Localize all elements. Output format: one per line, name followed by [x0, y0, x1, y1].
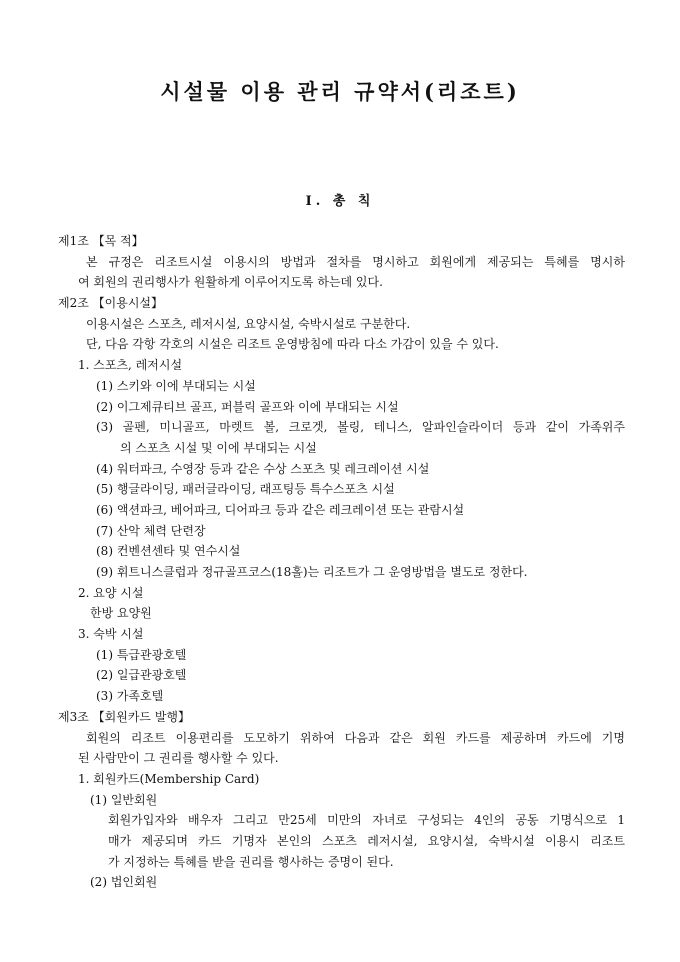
list-item: (8) 컨벤션센타 및 연수시설 [96, 544, 241, 559]
list-item: 1. 회원카드(Membership Card) [78, 771, 260, 786]
list-item: (1) 스키와 이에 부대되는 시설 [96, 378, 256, 393]
list-item: (2) 이그제큐티브 골프, 퍼블릭 골프와 이에 부대되는 시설 [96, 399, 399, 414]
list-item: (7) 산악 체력 단련장 [96, 523, 206, 538]
paragraph-line: 단, 다음 각항 각호의 시설은 리조트 운영방침에 따라 다소 가감이 있을 수 있다. [86, 337, 499, 352]
paragraph-line: 된 사람만이 그 권리를 행사할 수 있다. [78, 751, 279, 766]
article-heading: 제1조 【목 적】 [58, 234, 144, 248]
article-heading: 제3조 【회원카드 발행】 [58, 709, 191, 724]
list-item: (5) 행글라이딩, 패러글라이딩, 래프팅등 특수스포츠 시설 [96, 482, 395, 497]
list-item: (2) 일급관광호텔 [96, 668, 187, 683]
list-item-continuation: 한방 요양원 [90, 606, 152, 621]
list-item: (2) 법인회원 [90, 875, 158, 890]
list-item: (1) 일반회원 [90, 792, 158, 807]
list-item: (4) 워터파크, 수영장 등과 같은 수상 스포츠 및 레크레이션 시설 [96, 461, 430, 476]
list-item: (1) 특급관광호텔 [96, 647, 187, 662]
list-item: (3) 가족호텔 [96, 689, 164, 704]
article-heading: 제2조 【이용시설】 [58, 296, 164, 311]
list-item: (3) 골펜, 미니골프, 마렛트 볼, 크로겟, 볼링, 테니스, 알파인슬라이더 등과 같이 가족위주 [96, 420, 625, 435]
document-title: 시설물 이용 관리 규약서(리조트) [160, 79, 520, 104]
list-item: (9) 휘트니스클럽과 정규골프코스(18홀)는 리조트가 그 운영방법을 별도로 정한다. [96, 565, 528, 579]
list-item: 2. 요양 시설 [78, 585, 144, 600]
paragraph-line: 이용시설은 스포츠, 레저시설, 요양시설, 숙박시설로 구분한다. [86, 316, 411, 331]
paragraph-line: 여 회원의 권리행사가 원활하게 이루어지도록 하는데 있다. [78, 275, 383, 290]
list-item: 1. 스포츠, 레저시설 [78, 358, 183, 373]
list-item: 3. 숙박 시설 [78, 627, 144, 642]
list-item-continuation: 의 스포츠 시설 및 이에 부대되는 시설 [120, 440, 317, 455]
section-heading: I. 총 칙 [305, 194, 375, 209]
paragraph-line: 매가 제공되며 카드 기명자 본인의 스포츠 레저시설, 요양시설, 숙박시설 이용시 리조트 [108, 833, 625, 848]
document-body [0, 231, 680, 893]
list-item: (6) 액션파크, 베어파크, 디어파크 등과 같은 레크레이션 또는 관람시설 [96, 502, 465, 517]
paragraph-line: 회원가입자와 배우자 그리고 만25세 미만의 자녀로 구성되는 4인의 공동 기명식으로 1 [108, 813, 625, 828]
paragraph-line: 회원의 리조트 이용편리를 도모하기 위하여 다음과 같은 회원 카드를 제공하며 카드에 기명 [86, 730, 625, 745]
paragraph-line: 본 규정은 리조트시설 이용시의 방법과 절차를 명시하고 회원에게 제공되는 특혜를 명시하 [86, 254, 625, 269]
paragraph-line: 가 지정하는 특혜를 받을 권리를 행사하는 증명이 된다. [108, 854, 394, 869]
